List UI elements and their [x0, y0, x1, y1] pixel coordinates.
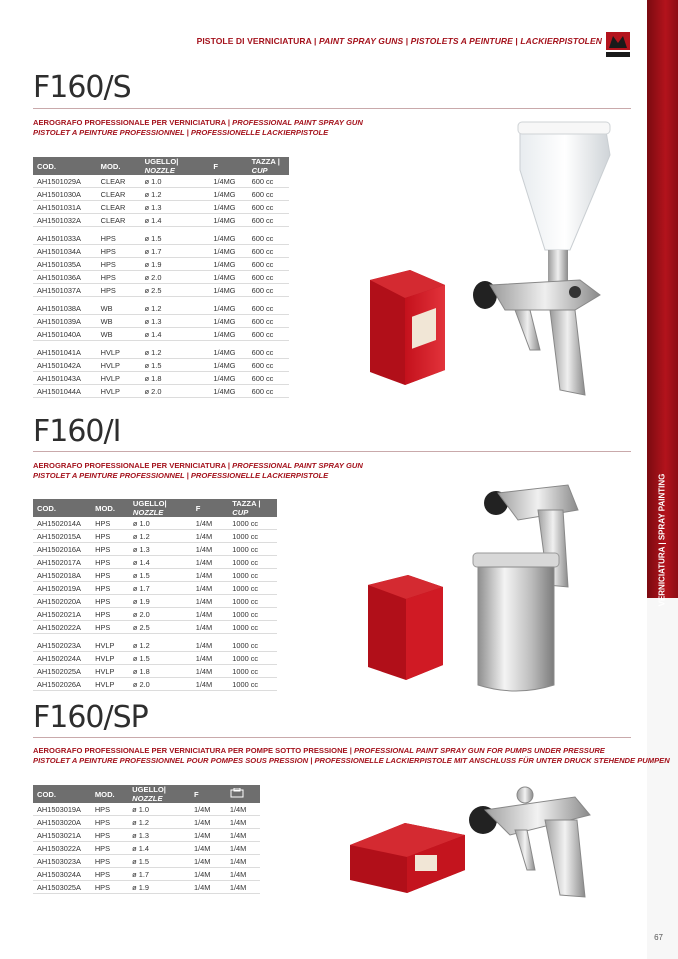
thread-cell: 1/4M — [190, 881, 226, 894]
thread-cell: 1/4M — [192, 665, 228, 678]
nozzle-cell: ø 2.0 — [141, 385, 210, 398]
table-row — [33, 201, 289, 214]
nozzle-cell: ø 1.5 — [129, 652, 192, 665]
code-cell: AH1501030A — [33, 188, 97, 201]
table-row — [33, 842, 260, 855]
code-cell: AH1503024A — [33, 868, 91, 881]
nozzle-cell: ø 2.5 — [129, 621, 192, 634]
table-row — [33, 816, 260, 829]
model-cell: HPS — [91, 868, 128, 881]
table-row — [33, 803, 260, 816]
column-header: UGELLO| NOZZLE — [129, 499, 192, 517]
table-row — [33, 232, 289, 245]
nozzle-cell: ø 1.0 — [141, 175, 210, 188]
column-header: COD. — [33, 785, 91, 803]
code-cell: AH1501038A — [33, 302, 97, 315]
model-cell: CLEAR — [97, 201, 141, 214]
code-cell: AH1503025A — [33, 881, 91, 894]
code-cell: AH1502020A — [33, 595, 91, 608]
thread-cell: 1/4M — [192, 639, 228, 652]
code-cell: AH1502017A — [33, 556, 91, 569]
code-cell: AH1503021A — [33, 829, 91, 842]
nozzle-cell: ø 1.7 — [128, 868, 190, 881]
nozzle-cell: ø 1.7 — [129, 582, 192, 595]
thread-cell: 1/4MG — [209, 302, 247, 315]
code-cell: AH1501043A — [33, 372, 97, 385]
model-cell: HPS — [91, 556, 129, 569]
cup-cell: 1/4M — [226, 803, 260, 816]
nozzle-cell: ø 1.5 — [128, 855, 190, 868]
nozzle-cell: ø 1.5 — [141, 359, 210, 372]
table-row — [33, 284, 289, 297]
thread-cell: 1/4MG — [209, 258, 247, 271]
model-cell: HPS — [91, 803, 128, 816]
table-row — [33, 639, 277, 652]
brand-logo — [603, 30, 633, 60]
nozzle-cell: ø 1.8 — [129, 665, 192, 678]
cup-cell: 600 cc — [248, 214, 289, 227]
code-cell: AH1501029A — [33, 175, 97, 188]
code-cell: AH1502016A — [33, 543, 91, 556]
thread-cell: 1/4M — [192, 621, 228, 634]
cup-cell: 600 cc — [248, 258, 289, 271]
spec-table-f160i — [33, 499, 277, 691]
code-cell: AH1501036A — [33, 271, 97, 284]
code-cell: AH1502024A — [33, 652, 91, 665]
cup-cell: 1/4M — [226, 816, 260, 829]
model-cell: HPS — [91, 517, 129, 530]
nozzle-cell: ø 1.2 — [129, 639, 192, 652]
gravity-spray-gun-image — [370, 110, 640, 410]
code-cell: AH1501032A — [33, 214, 97, 227]
cup-cell: 600 cc — [248, 315, 289, 328]
spec-table-f160s — [33, 157, 289, 398]
thread-cell: 1/4M — [192, 678, 228, 691]
thread-cell: 1/4M — [192, 569, 228, 582]
code-cell: AH1501042A — [33, 359, 97, 372]
thread-cell: 1/4M — [190, 868, 226, 881]
code-cell: AH1503020A — [33, 816, 91, 829]
column-header: UGELLO| NOZZLE — [128, 785, 190, 803]
table-row — [33, 214, 289, 227]
cup-cell: 1000 cc — [228, 543, 277, 556]
cup-cell: 1/4M — [226, 868, 260, 881]
table-row — [33, 175, 289, 188]
nozzle-cell: ø 1.5 — [129, 569, 192, 582]
code-cell: AH1501040A — [33, 328, 97, 341]
code-cell: AH1502019A — [33, 582, 91, 595]
cup-cell: 1000 cc — [228, 639, 277, 652]
table-row — [33, 530, 277, 543]
table-header-row — [33, 157, 289, 175]
thread-cell: 1/4MG — [209, 201, 247, 214]
nozzle-cell: ø 1.4 — [128, 842, 190, 855]
section-title-f160sp: F160/SP — [33, 700, 148, 735]
table-row — [33, 315, 289, 328]
thread-cell: 1/4MG — [209, 346, 247, 359]
cup-cell: 600 cc — [248, 372, 289, 385]
nozzle-cell: ø 1.2 — [128, 816, 190, 829]
cup-cell: 1/4M — [226, 855, 260, 868]
thread-cell: 1/4M — [192, 582, 228, 595]
model-cell: HPS — [91, 530, 129, 543]
table-row — [33, 829, 260, 842]
model-cell: HVLP — [97, 385, 141, 398]
model-cell: HPS — [97, 258, 141, 271]
column-header: UGELLO| NOZZLE — [141, 157, 210, 175]
thread-cell: 1/4MG — [209, 214, 247, 227]
model-cell: WB — [97, 328, 141, 341]
thread-cell: 1/4MG — [209, 315, 247, 328]
thread-cell: 1/4MG — [209, 359, 247, 372]
cup-cell: 600 cc — [248, 385, 289, 398]
nozzle-cell: ø 1.0 — [128, 803, 190, 816]
column-header: F — [192, 499, 228, 517]
thread-cell: 1/4M — [192, 608, 228, 621]
thread-cell: 1/4M — [192, 652, 228, 665]
thread-cell: 1/4MG — [209, 284, 247, 297]
nozzle-cell: ø 2.5 — [141, 284, 210, 297]
nozzle-cell: ø 1.8 — [141, 372, 210, 385]
header-it: PISTOLE DI VERNICIATURA — [196, 36, 312, 46]
table-row — [33, 652, 277, 665]
thread-cell: 1/4M — [192, 595, 228, 608]
model-cell: HPS — [97, 232, 141, 245]
cup-cell: 1000 cc — [228, 678, 277, 691]
cup-cell: 1000 cc — [228, 582, 277, 595]
model-cell: HPS — [91, 569, 129, 582]
cup-cell: 1000 cc — [228, 621, 277, 634]
model-cell: HVLP — [91, 639, 129, 652]
section-description: AEROGRAFO PROFESSIONALE PER VERNICIATURA PER POMPE SOTTO PRESSIONE | PROFESSIONAL PAINT SPRAY GUN FOR PUMPS UNDER PRESSURE PISTOLET A PEINTURE PROFESSIONNEL POUR POMPES SOUS PRESSION | PROFESSIONELLE LACKIERPISTOLE MIT ANSCHLUSS FÜR UNTER DRUCK STEHENDE PUMPEN — [33, 746, 670, 765]
code-cell: AH1503019A — [33, 803, 91, 816]
cup-cell: 1000 cc — [228, 569, 277, 582]
cup-cell: 1000 cc — [228, 665, 277, 678]
cup-cell: 1/4M — [226, 881, 260, 894]
table-row — [33, 621, 277, 634]
model-cell: HPS — [91, 582, 129, 595]
cup-cell: 600 cc — [248, 359, 289, 372]
table-row — [33, 569, 277, 582]
nozzle-cell: ø 1.9 — [141, 258, 210, 271]
model-cell: HPS — [91, 842, 128, 855]
model-cell: HVLP — [97, 372, 141, 385]
column-header-icon — [226, 785, 260, 803]
table-row — [33, 855, 260, 868]
thread-cell: 1/4M — [192, 543, 228, 556]
nozzle-cell: ø 2.0 — [129, 678, 192, 691]
table-row — [33, 372, 289, 385]
section-description: AEROGRAFO PROFESSIONALE PER VERNICIATURA | PROFESSIONAL PAINT SPRAY GUN PISTOLET A PEINTURE PROFESSIONNEL | PROFESSIONELLE LACKIERPISTOLE — [33, 118, 363, 137]
table-header-row — [33, 499, 277, 517]
cup-cell: 1000 cc — [228, 556, 277, 569]
spec-table-f160sp — [33, 785, 260, 894]
column-header: COD. — [33, 499, 91, 517]
table-row — [33, 582, 277, 595]
cup-cell: 600 cc — [248, 245, 289, 258]
code-cell: AH1501034A — [33, 245, 97, 258]
code-cell: AH1501037A — [33, 284, 97, 297]
cup-cell: 600 cc — [248, 201, 289, 214]
thread-cell: 1/4M — [190, 855, 226, 868]
table-row — [33, 543, 277, 556]
table-row — [33, 517, 277, 530]
side-tab-label: VERNICIATURA | SPRAY PAINTING — [657, 473, 667, 607]
nozzle-cell: ø 1.2 — [129, 530, 192, 543]
nozzle-cell: ø 1.4 — [141, 214, 210, 227]
table-row — [33, 868, 260, 881]
table-header-row — [33, 785, 260, 803]
thread-cell: 1/4MG — [209, 188, 247, 201]
code-cell: AH1501039A — [33, 315, 97, 328]
cup-cell: 1000 cc — [228, 652, 277, 665]
model-cell: HPS — [91, 608, 129, 621]
model-cell: HPS — [91, 543, 129, 556]
model-cell: HVLP — [97, 346, 141, 359]
cup-cell: 600 cc — [248, 232, 289, 245]
thread-cell: 1/4MG — [209, 232, 247, 245]
thread-cell: 1/4MG — [209, 175, 247, 188]
header-de: LACKIERPISTOLEN — [520, 36, 602, 46]
thread-cell: 1/4M — [190, 842, 226, 855]
code-cell: AH1502015A — [33, 530, 91, 543]
nozzle-cell: ø 1.3 — [129, 543, 192, 556]
nozzle-cell: ø 1.2 — [141, 188, 210, 201]
model-cell: HVLP — [97, 359, 141, 372]
column-header: F — [190, 785, 226, 803]
table-row — [33, 608, 277, 621]
cup-cell: 1000 cc — [228, 530, 277, 543]
code-cell: AH1501035A — [33, 258, 97, 271]
thread-cell: 1/4MG — [209, 385, 247, 398]
model-cell: HVLP — [91, 665, 129, 678]
pressure-spray-gun-image — [345, 775, 635, 905]
section-title-f160i: F160/I — [33, 414, 121, 449]
code-cell: AH1503022A — [33, 842, 91, 855]
thread-cell: 1/4MG — [209, 328, 247, 341]
model-cell: CLEAR — [97, 188, 141, 201]
thread-cell: 1/4M — [190, 829, 226, 842]
nozzle-cell: ø 1.2 — [141, 302, 210, 315]
code-cell: AH1502023A — [33, 639, 91, 652]
cup-cell: 600 cc — [248, 284, 289, 297]
table-row — [33, 665, 277, 678]
header-en: PAINT SPRAY GUNS — [318, 36, 404, 46]
column-header: COD. — [33, 157, 97, 175]
table-row — [33, 328, 289, 341]
nozzle-cell: ø 2.0 — [141, 271, 210, 284]
cup-cell: 600 cc — [248, 328, 289, 341]
table-row — [33, 346, 289, 359]
code-cell: AH1501033A — [33, 232, 97, 245]
page-header: PISTOLE DI VERNICIATURA | PAINT SPRAY GUNS | PISTOLETS A PEINTURE | LACKIERPISTOLEN — [196, 36, 602, 46]
table-row — [33, 595, 277, 608]
code-cell: AH1502021A — [33, 608, 91, 621]
cup-cell: 1/4M — [226, 829, 260, 842]
model-cell: WB — [97, 302, 141, 315]
model-cell: HPS — [91, 816, 128, 829]
nozzle-cell: ø 1.3 — [141, 201, 210, 214]
model-cell: HPS — [91, 595, 129, 608]
cup-cell: 1/4M — [226, 842, 260, 855]
model-cell: HPS — [91, 621, 129, 634]
nozzle-cell: ø 1.0 — [129, 517, 192, 530]
cup-cell: 600 cc — [248, 346, 289, 359]
column-header: TAZZA | CUP — [228, 499, 277, 517]
thread-cell: 1/4M — [190, 816, 226, 829]
model-cell: CLEAR — [97, 214, 141, 227]
table-row — [33, 245, 289, 258]
thread-cell: 1/4M — [192, 556, 228, 569]
code-cell: AH1503023A — [33, 855, 91, 868]
column-header: TAZZA | CUP — [248, 157, 289, 175]
code-cell: AH1502022A — [33, 621, 91, 634]
model-cell: HPS — [97, 284, 141, 297]
code-cell: AH1501031A — [33, 201, 97, 214]
model-cell: HPS — [97, 245, 141, 258]
thread-cell: 1/4MG — [209, 372, 247, 385]
model-cell: HPS — [97, 271, 141, 284]
nozzle-cell: ø 2.0 — [129, 608, 192, 621]
code-cell: AH1501041A — [33, 346, 97, 359]
code-cell: AH1501044A — [33, 385, 97, 398]
cup-cell: 1000 cc — [228, 608, 277, 621]
table-row — [33, 881, 260, 894]
code-cell: AH1502026A — [33, 678, 91, 691]
header-fr: PISTOLETS A PEINTURE — [410, 36, 513, 46]
nozzle-cell: ø 1.2 — [141, 346, 210, 359]
nozzle-cell: ø 1.9 — [129, 595, 192, 608]
nozzle-cell: ø 1.4 — [141, 328, 210, 341]
nozzle-cell: ø 1.9 — [128, 881, 190, 894]
model-cell: HPS — [91, 855, 128, 868]
nozzle-cell: ø 1.4 — [129, 556, 192, 569]
thread-cell: 1/4MG — [209, 271, 247, 284]
section-title-f160s: F160/S — [33, 70, 131, 105]
suction-spray-gun-image — [368, 475, 628, 705]
model-cell: CLEAR — [97, 175, 141, 188]
cup-cell: 600 cc — [248, 175, 289, 188]
model-cell: HPS — [91, 829, 128, 842]
column-header: MOD. — [91, 785, 128, 803]
title-divider — [33, 737, 631, 738]
cup-cell: 600 cc — [248, 188, 289, 201]
cup-cell: 1000 cc — [228, 595, 277, 608]
code-cell: AH1502014A — [33, 517, 91, 530]
model-cell: HVLP — [91, 678, 129, 691]
thread-cell: 1/4M — [192, 517, 228, 530]
connector-icon — [230, 788, 244, 798]
table-row — [33, 359, 289, 372]
cup-cell: 1000 cc — [228, 517, 277, 530]
page-number: 67 — [654, 933, 663, 942]
table-row — [33, 271, 289, 284]
model-cell: WB — [97, 315, 141, 328]
model-cell: HPS — [91, 881, 128, 894]
column-header: F — [209, 157, 247, 175]
table-row — [33, 385, 289, 398]
title-divider — [33, 451, 631, 452]
nozzle-cell: ø 1.3 — [128, 829, 190, 842]
cup-cell: 600 cc — [248, 302, 289, 315]
nozzle-cell: ø 1.7 — [141, 245, 210, 258]
title-divider — [33, 108, 631, 109]
section-description: AEROGRAFO PROFESSIONALE PER VERNICIATURA | PROFESSIONAL PAINT SPRAY GUN PISTOLET A PEINTURE PROFESSIONNEL | PROFESSIONELLE LACKIERPISTOLE — [33, 461, 363, 480]
thread-cell: 1/4M — [192, 530, 228, 543]
column-header: MOD. — [97, 157, 141, 175]
table-row — [33, 258, 289, 271]
column-header: MOD. — [91, 499, 129, 517]
table-row — [33, 678, 277, 691]
table-row — [33, 302, 289, 315]
nozzle-cell: ø 1.5 — [141, 232, 210, 245]
thread-cell: 1/4M — [190, 803, 226, 816]
nozzle-cell: ø 1.3 — [141, 315, 210, 328]
cup-cell: 600 cc — [248, 271, 289, 284]
code-cell: AH1502018A — [33, 569, 91, 582]
model-cell: HVLP — [91, 652, 129, 665]
code-cell: AH1502025A — [33, 665, 91, 678]
thread-cell: 1/4MG — [209, 245, 247, 258]
table-row — [33, 188, 289, 201]
table-row — [33, 556, 277, 569]
